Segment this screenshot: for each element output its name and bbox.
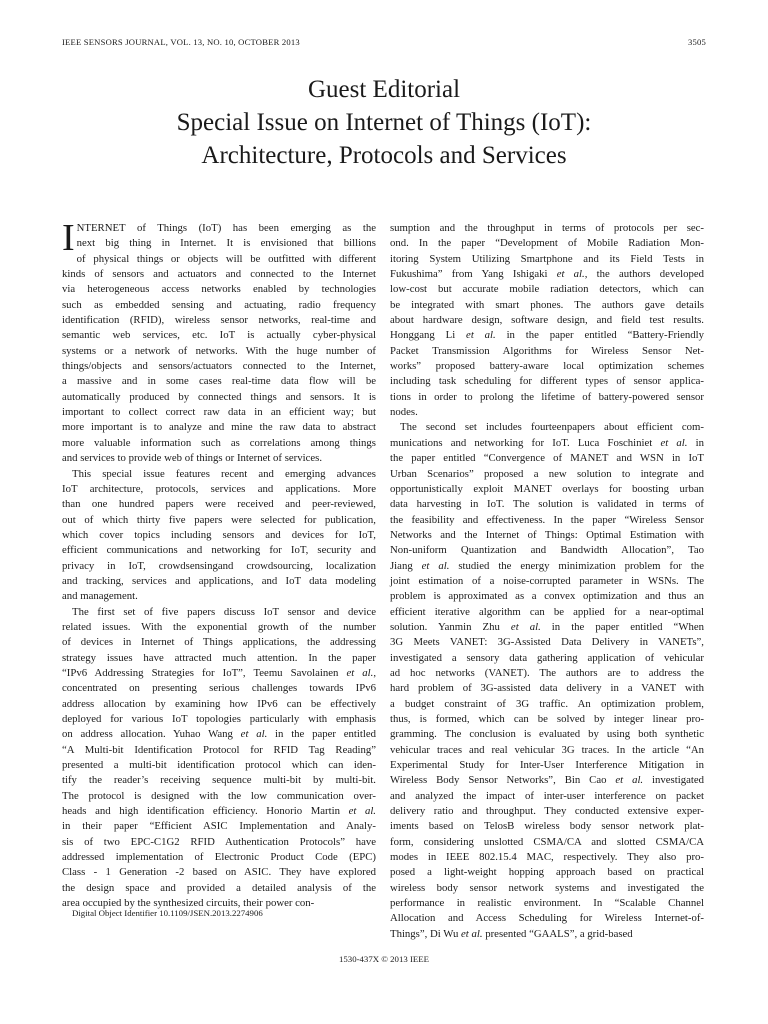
text-line: concentrated on presenting serious challenges towards IPv6 bbox=[62, 682, 376, 695]
text-line: the paper entitled “Convergence of MANET and WSN in IoT bbox=[390, 452, 704, 465]
article-title bbox=[0, 73, 768, 172]
text-line: strategy issues have attracted much attention. In the paper bbox=[62, 651, 376, 664]
dropcap: I bbox=[62, 217, 75, 259]
text-line: The first set of five papers discuss IoT sensor and device bbox=[72, 605, 376, 618]
text-line: “IPv6 Addressing Strategies for IoT”, Teemu Savolainen et al., bbox=[62, 666, 377, 679]
text-line: next big thing in Internet. It is envisioned that billions bbox=[76, 237, 376, 250]
text-line: problem is approximated as a convex optimization and thus an bbox=[390, 590, 704, 603]
text-line: including task scheduling for different types of sensor applica- bbox=[390, 375, 704, 388]
text-line: area occupied by the synthesized circuits, their power con- bbox=[62, 897, 315, 910]
text-line: in their paper “Efficient ASIC Implementation and Analy- bbox=[62, 820, 376, 833]
text-line: investigated a sensory data gathering application of vehicular bbox=[390, 651, 704, 664]
text-line: efficient communications and networking for IoT, security and bbox=[62, 544, 376, 557]
text-line: itoring System Utilizing Smartphone and its Field Tests in bbox=[390, 252, 704, 265]
text-line: the feasibility and effectiveness. In the paper “Wireless Sensor bbox=[390, 513, 704, 526]
text-line: semantic web services, etc. IoT is actually cyber-physical bbox=[62, 329, 376, 342]
text-line: of devices in Internet of Things applications, the addressing bbox=[62, 636, 376, 649]
text-line: form, considering unslotted CSMA/CA and slotted CSMA/CA bbox=[390, 835, 704, 848]
text-line: such as embedded sensing and actuating, radio frequency bbox=[62, 298, 376, 311]
text-line: systems or a network of networks. With the huge number of bbox=[62, 344, 376, 357]
text-line: on address allocation. Yuhao Wang et al. in the paper entitled bbox=[62, 728, 377, 741]
text-line: sis of two EPC-C1G2 RFID Authentication Protocols” have bbox=[62, 835, 376, 848]
text-line: ond. In the paper “Development of Mobile Radiation Mon- bbox=[390, 237, 704, 250]
text-line: nodes. bbox=[390, 406, 418, 419]
text-line: a massive and in some cases real-time data flow will be bbox=[62, 375, 376, 388]
text-line: and services to provide web of things or Internet of services. bbox=[62, 452, 323, 465]
text-line: hard problem of 3G-assisted data delivery in a VANET with bbox=[390, 682, 704, 695]
text-line: which cover topics including sensors and devices for IoT, bbox=[62, 528, 376, 541]
text-line: “A Multi-bit Identification Protocol for RFID Tag Reading” bbox=[62, 743, 376, 756]
text-line: posed a light-weight hopping approach based on practical bbox=[390, 866, 704, 879]
text-line: related issues. With the exponential growth of the number bbox=[62, 620, 376, 633]
text-line: and management. bbox=[62, 590, 138, 603]
text-line: wireless body sensor network systems and investigated the bbox=[390, 881, 704, 894]
text-line: NTERNET of Things (IoT) has been emerging as the bbox=[76, 222, 376, 234]
text-line: identification (RFID), wireless sensor networks, real-time and bbox=[62, 314, 376, 327]
text-line: address allocation by examining how IPv6 can be effectively bbox=[62, 697, 376, 710]
text-line: of physical things or objects will be outfitted with different bbox=[76, 252, 376, 265]
text-line: vehicular traces and real vehicular 3G traces. In the article “An bbox=[390, 743, 704, 756]
text-line: opportunistically exploit MANET overlays for boosting urban bbox=[390, 482, 704, 495]
text-line: a budget constraint of 3G traffic. An optimization problem, bbox=[390, 697, 704, 710]
text-line: Wireless Body Sensor Networks”, Bin Cao et al. investigated bbox=[390, 774, 704, 787]
text-line: more important is to analyze and mine the raw data to abstract bbox=[62, 421, 376, 434]
text-line: ad hoc networks (VANET). The authors are to address the bbox=[390, 666, 704, 679]
text-line: IoT architecture, protocols, services and applications. More bbox=[62, 482, 376, 495]
text-line: modes in IEEE 802.15.4 MAC, respectively. They also pro- bbox=[390, 851, 704, 864]
text-line: gramming. The conclusion is evaluated by using both synthetic bbox=[390, 728, 704, 741]
text-line: delivery ratio and throughput. They conducted extensive exper- bbox=[390, 805, 704, 818]
text-line: data harvesting in IoT. The solution is validated in terms of bbox=[390, 498, 704, 511]
text-line: deployed for various IoT topologies particularly with emphasis bbox=[62, 713, 376, 725]
text-line: Packet Transmission Algorithms for Wireless Sensor Net- bbox=[390, 344, 704, 357]
text-line: privacy in IoT, crowdsensingand crowdsourcing, localization bbox=[62, 559, 376, 572]
title-line-3: Architecture, Protocols and Services bbox=[201, 142, 567, 169]
journal-name: IEEE SENSORS JOURNAL, VOL. 13, NO. 10, OCTOBER 2013 bbox=[62, 37, 300, 47]
text-line: presented a multi-bit identification protocol which can iden- bbox=[62, 759, 376, 772]
text-line: more valuable information such as correlations among things bbox=[62, 436, 376, 449]
text-line: solution. Yanmin Zhu et al. in the paper entitled “When bbox=[390, 620, 704, 633]
text-line: sumption and the throughput in terms of protocols per sec- bbox=[390, 222, 704, 234]
text-line: addressed implementation of Electronic Product Code (EPC) bbox=[62, 851, 376, 864]
text-line: Networks and the Internet of Things: Optimal Estimation with bbox=[390, 528, 704, 541]
doi-footnote: Digital Object Identifier 10.1109/JSEN.2013.2274906 bbox=[72, 908, 263, 918]
text-line: low-cost but accurate mobile radiation detectors, which can bbox=[390, 283, 704, 296]
text-line: heads and high identification efficiency. Honorio Martin et al. bbox=[62, 805, 376, 818]
text-line: Things”, Di Wu et al. presented “GAALS”, a grid-based bbox=[390, 927, 633, 940]
text-line: automatically produced by connected things and sensors. It is bbox=[62, 390, 376, 403]
text-line: via heterogeneous access networks enabled by technologies bbox=[62, 283, 376, 296]
text-line: Experimental Study for Inter-User Interference Mitigation in bbox=[390, 759, 704, 772]
text-line: works” proposed battery-aware local optimization schemes bbox=[390, 360, 704, 373]
text-line: tify the reader’s receiving sequence multi-bit by multi-bit. bbox=[62, 774, 376, 787]
text-line: Jiang et al. studied the energy minimization problem for the bbox=[390, 559, 704, 572]
right-column bbox=[390, 221, 704, 942]
text-line: efficient iterative algorithm can be applied for a near-optimal bbox=[390, 605, 704, 618]
text-line: out of which thirty five papers were selected for publication, bbox=[62, 513, 376, 526]
text-line: about hardware design, software design, and field test results. bbox=[390, 314, 704, 327]
title-line-1: Guest Editorial bbox=[307, 76, 461, 103]
text-line: munications and networking for IoT. Luca Foschiniet et al. in bbox=[390, 436, 704, 449]
title-line-2: Special Issue on Internet of Things (IoT): bbox=[176, 109, 592, 136]
text-line: Allocation and Access Scheduling for Wireless Internet-of- bbox=[390, 912, 704, 925]
text-line: performance in realistic environment. In “Scalable Channel bbox=[390, 897, 704, 910]
text-line: be integrated with smart phones. The authors gave details bbox=[390, 298, 704, 311]
text-line: and analyzed the impact of inter-user interference on packet bbox=[390, 789, 704, 802]
text-line: Fukushima” from Yang Ishigaki et al., the authors developed bbox=[390, 268, 704, 281]
text-line: joint estimation of a noise-corrupted parameter in WSNs. The bbox=[390, 574, 704, 587]
text-line: tions in order to prolong the lifetime of battery-powered sensor bbox=[390, 390, 704, 403]
text-line: iments based on TelosB wireless body sensor network plat- bbox=[390, 820, 704, 833]
text-line: kinds of sensors and actuators and connected to the Internet bbox=[62, 268, 376, 281]
text-line: and tracking, services and applications, and IoT data modeling bbox=[62, 574, 376, 587]
text-line: the design space and provided a detailed analysis of the bbox=[62, 881, 376, 894]
text-line: than one hundred papers were received and peer-reviewed, bbox=[62, 498, 376, 511]
text-line: important to collect correct raw data in an efficient way; but bbox=[62, 406, 376, 419]
text-line: thus, is formed, which can be solved by integer linear pro- bbox=[390, 713, 704, 725]
text-line: This special issue features recent and emerging advances bbox=[72, 467, 376, 480]
text-line: Non-uniform Quantization and Bandwidth Allocation”, Tao bbox=[390, 544, 704, 557]
text-line: The second set includes fourteenpapers about efficient com- bbox=[400, 421, 704, 434]
text-line: The protocol is designed with the low communication over- bbox=[62, 789, 376, 802]
left-column bbox=[62, 217, 377, 911]
copyright-footer: 1530-437X © 2013 IEEE bbox=[339, 954, 429, 964]
text-line: 3G Meets VANET: 3G-Assisted Data Delivery in VANETs”, bbox=[390, 636, 704, 649]
text-line: Urban Scenarios” proposed a new solution to integrate and bbox=[390, 467, 704, 480]
text-line: Honggang Li et al. in the paper entitled “Battery-Friendly bbox=[390, 329, 705, 342]
page-number: 3505 bbox=[688, 37, 706, 47]
text-line: Class - 1 Generation -2 based on ASIC. They have explored bbox=[62, 866, 376, 879]
text-line: things/objects and sensors/actuators connected to the Internet, bbox=[62, 360, 376, 373]
